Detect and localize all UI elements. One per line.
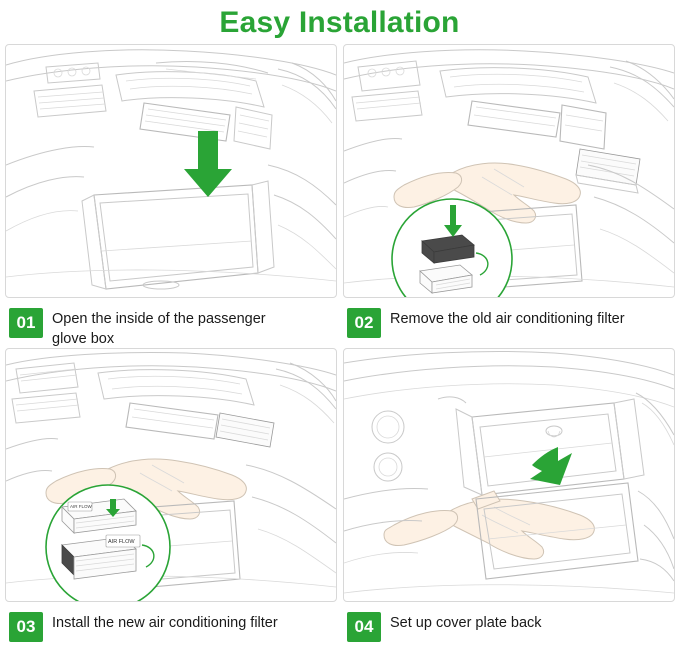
step-card-04 [343, 348, 673, 648]
up-arrow-icon [530, 447, 572, 485]
step-card-01 [5, 44, 335, 347]
step-number-02: 02 [347, 308, 381, 338]
car-interior-illustration-04 [344, 349, 674, 601]
step-caption-02 [343, 298, 673, 338]
page-title: Easy Installation [219, 6, 460, 39]
step-image-02 [343, 44, 675, 298]
step-number-04: 04 [347, 612, 381, 642]
step-caption-03 [5, 602, 335, 642]
airflow-label-1: AIR FLOW [70, 504, 92, 509]
step-number-03: 03 [9, 612, 43, 642]
step-caption-04 [343, 602, 673, 642]
hand-icon [384, 491, 594, 559]
step-number-01: 01 [9, 308, 43, 338]
airflow-label-2: AIR FLOW [108, 539, 135, 545]
step-card-03 [5, 348, 335, 648]
new-filter-element [216, 413, 274, 447]
callout-filter-airflow [46, 485, 170, 601]
steps-grid [0, 44, 679, 648]
car-interior-illustration-03 [6, 349, 336, 601]
step-text-01: Open the inside of the passenger glove box [52, 311, 266, 347]
old-filter-element [576, 149, 640, 193]
callout-filter-removal [392, 199, 512, 297]
step-image-04 [343, 348, 675, 602]
step-caption-01 [5, 298, 335, 349]
step-card-02 [343, 44, 673, 344]
car-interior-illustration-01 [6, 45, 336, 297]
step-image-01 [5, 44, 337, 298]
step-text-03: Install the new air conditioning filter [52, 615, 278, 631]
step-text-04: Set up cover plate back [390, 615, 542, 631]
step-text-02: Remove the old air conditioning filter [390, 311, 625, 327]
car-interior-illustration-02 [344, 45, 674, 297]
step-image-03 [5, 348, 337, 602]
